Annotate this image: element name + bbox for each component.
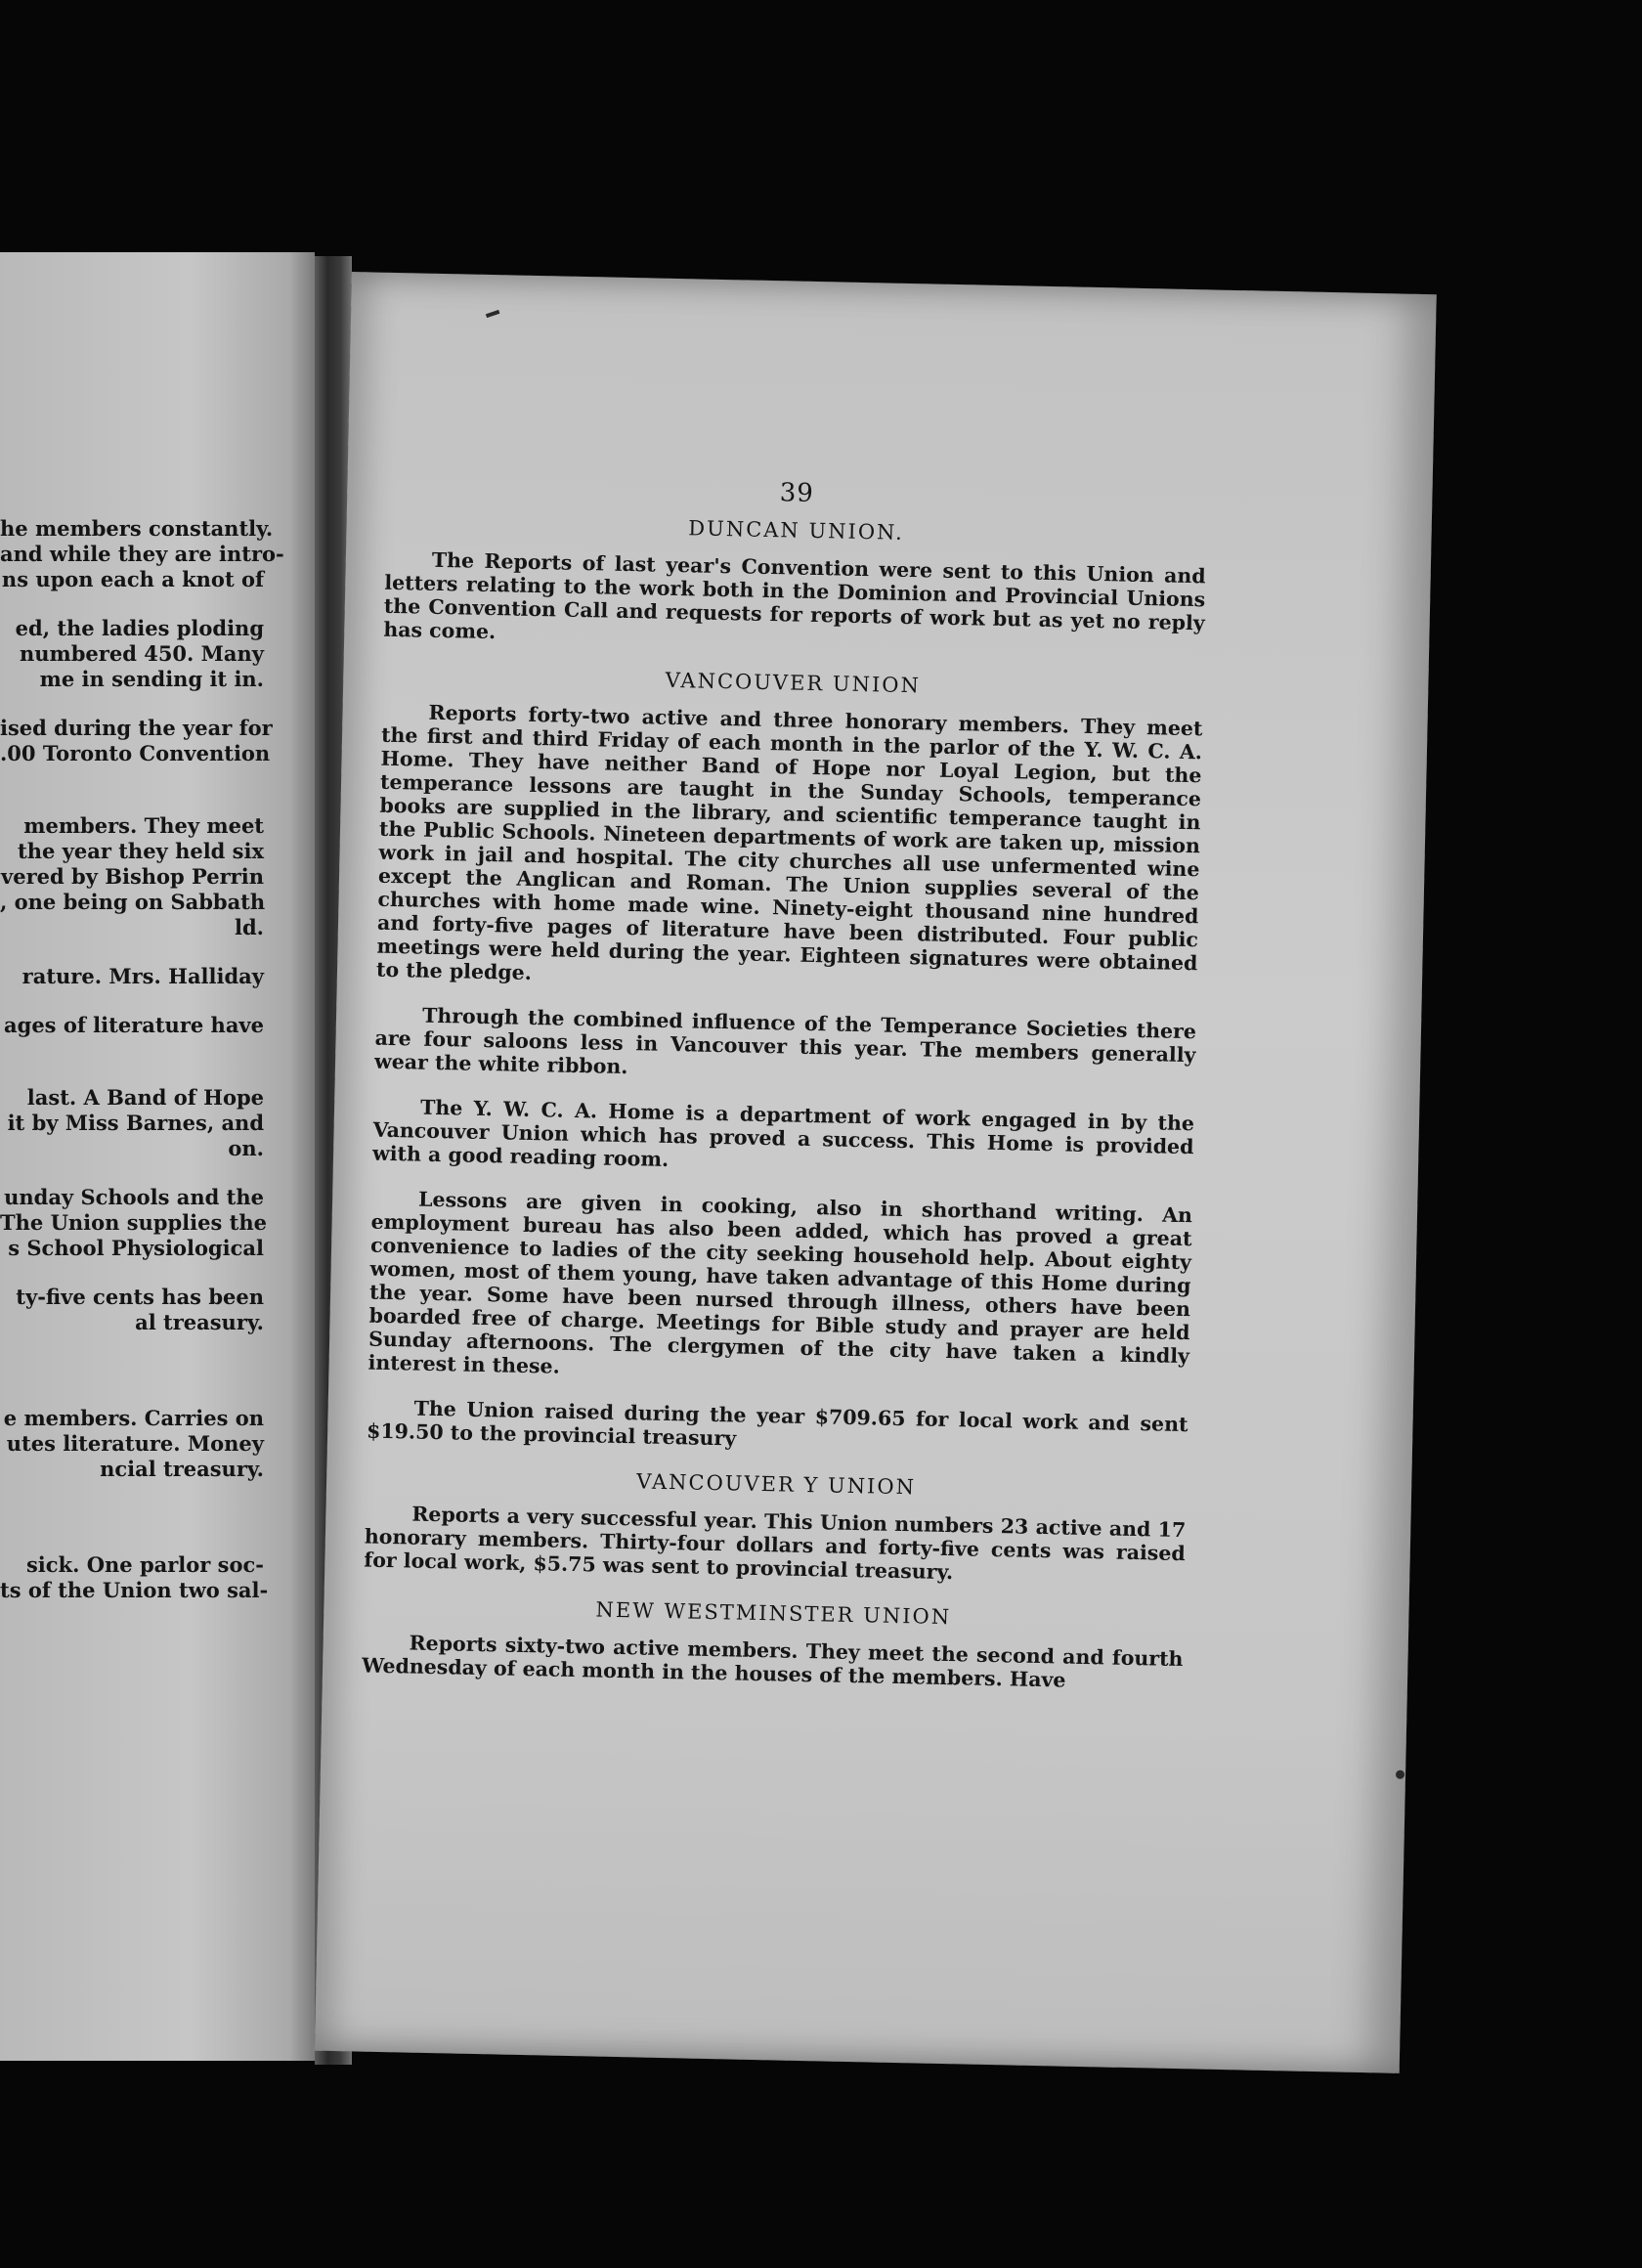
left-page-line: ty-five cents has been — [16, 1285, 264, 1309]
paragraph: The Reports of last year's Convention were sent to this Union and letters relating to the work both in the Dominion and Provincial Unions the Convention Call and requests for reports of work but as yet no reply has come. — [383, 547, 1206, 644]
paragraph: Reports sixty-two active members. They meet the second and fourth Wednesday of each month in the houses of the members. Have — [361, 1631, 1184, 1692]
left-page-line: the year they held six — [18, 839, 264, 863]
left-page-line: sick. One parlor soc- — [25, 1552, 264, 1577]
paragraph: Reports a very successful year. This Union numbers 23 active and 17 honorary members. Thirty-four dollars and forty-five cents was raised for local work, $5.75 was sent to provincial treasury. — [364, 1502, 1187, 1585]
left-page-line: .00 Toronto Convention — [0, 741, 271, 765]
paragraph: Lessons are given in cooking, also in shorthand writing. An employment bureau has also been added, which has proved a great convenience to ladies of the city seeking household help. About eighty women, most of them young, have taken advantage of this Home during the year. Some have been nursed through illness, others have been boarded free of charge. Meetings for Bible study and prayer are held Sunday afternoons. The clergymen of the city have taken a kindly interest in these. — [367, 1187, 1193, 1378]
section-heading: NEW WESTMINSTER UNION — [595, 1597, 952, 1630]
section-new-westminster-union — [362, 1593, 1185, 1695]
line-gap — [0, 692, 264, 716]
paragraph: Reports forty-two active and three honorary members. They meet the first and third Friday of each month in the parlor of the Y. W. C. A. Home. They have neither Band of Hope nor Loyal Legion, but the temperance lessons are taught in the Sunday Schools, temperance books are supplied in the library, and scientific temperance taught in the Public Schools. Nineteen departments of work are taken up, mission work in jail and hospital. The city churches all use unfermented wine except the Anglican and Roman. The Union supplies several of the churches with home made wine. Ninety-eight thousand nine hundred and forty-five pages of literature have been distributed. Four public meetings were held during the year. Eighteen signatures were obtained to the pledge. — [375, 700, 1203, 985]
left-page-line: unday Schools and the — [4, 1185, 264, 1209]
left-page-line: me in sending it in. — [39, 667, 264, 691]
line-gap — [0, 940, 264, 964]
line-gap — [0, 1505, 264, 1529]
left-page-line: it by Miss Barnes, and — [7, 1111, 264, 1135]
left-page-line: ld. — [235, 915, 264, 939]
page-content — [361, 473, 1207, 1716]
line-gap — [0, 592, 264, 616]
line-gap — [0, 1335, 264, 1359]
paragraph: The Y. W. C. A. Home is a department of work engaged in by the Vancouver Union which has proved a success. This Home is provided with a good reading room. — [371, 1095, 1195, 1171]
left-page-line: on. — [228, 1136, 264, 1160]
section-heading: VANCOUVER UNION — [665, 668, 922, 698]
left-page-text — [0, 516, 284, 1603]
paragraph: Through the combined influence of the Temperance Societies there are four saloons less in Vancouver this year. The members generally wear the white ribbon. — [373, 1003, 1197, 1079]
left-page-line: and while they are intro- — [0, 542, 284, 566]
line-gap — [0, 766, 264, 790]
page-number: 39 — [779, 478, 815, 508]
section-heading: VANCOUVER Y UNION — [636, 1469, 917, 1500]
line-gap — [0, 989, 264, 1013]
left-page-line: ns upon each a knot of — [1, 567, 264, 591]
left-page-line: members. They meet — [23, 813, 264, 838]
line-gap — [0, 1062, 264, 1085]
left-page-line: ised during the year for — [0, 716, 273, 740]
line-gap — [0, 1161, 264, 1185]
right-page — [315, 272, 1437, 2073]
left-page-line: he members constantly. — [0, 516, 274, 541]
ink-speck — [1396, 1770, 1404, 1779]
line-gap — [0, 1382, 264, 1406]
section-heading: DUNCAN UNION. — [688, 516, 905, 545]
left-page-line: e members. Carries on — [3, 1406, 264, 1430]
left-page-line: ncial treasury. — [100, 1457, 264, 1481]
section-duncan-union — [383, 510, 1207, 659]
left-page-line: The Union supplies the — [0, 1210, 267, 1235]
left-page-line: vered by Bishop Perrin — [1, 864, 264, 889]
left-page-line: ts of the Union two sal- — [0, 1578, 269, 1602]
section-vancouver-y-union — [364, 1464, 1187, 1590]
left-page-line: al treasury. — [135, 1310, 264, 1334]
line-gap — [0, 1482, 264, 1505]
left-page-line: numbered 450. Many — [19, 641, 264, 666]
line-gap — [0, 1529, 264, 1552]
left-page-line: s School Physiological — [8, 1236, 264, 1260]
line-gap — [0, 1359, 264, 1382]
left-page-line: utes literature. Money — [6, 1431, 264, 1456]
line-gap — [0, 1038, 264, 1062]
left-page-line: ages of literature have — [4, 1013, 264, 1037]
line-gap — [0, 1261, 264, 1285]
paragraph: The Union raised during the year $709.65 for local work and sent $19.50 to the provincial treasury — [366, 1396, 1188, 1451]
line-gap — [0, 790, 264, 813]
left-page-line: rature. Mrs. Halliday — [22, 964, 264, 988]
ink-speck — [486, 310, 500, 318]
section-vancouver-union — [367, 663, 1204, 1460]
left-page — [0, 252, 315, 2061]
left-page-line: ed, the ladies ploding — [15, 616, 264, 640]
left-page-line: , one being on Sabbath — [0, 890, 266, 914]
left-page-line: last. A Band of Hope — [26, 1085, 264, 1110]
